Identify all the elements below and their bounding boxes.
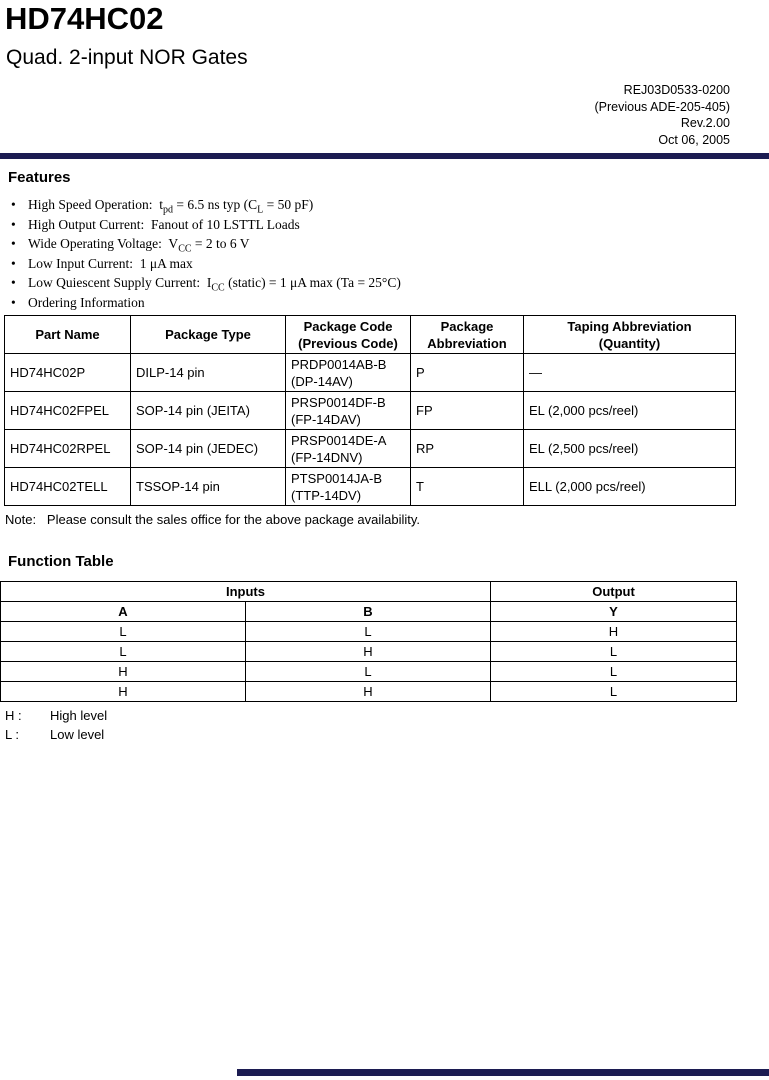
output-group-header: Output <box>491 582 737 602</box>
page-title: HD74HC02 <box>5 1 164 36</box>
legend-row <box>5 726 769 745</box>
ordering-cell: PRDP0014AB-B (DP-14AV) <box>286 354 411 392</box>
ordering-cell: T <box>411 468 524 506</box>
footer-rule <box>237 1069 769 1076</box>
ordering-cell: PRSP0014DF-B (FP-14DAV) <box>286 392 411 430</box>
fn-row <box>1 682 737 702</box>
ordering-cell: PRSP0014DE-A (FP-14DNV) <box>286 430 411 468</box>
legend-row <box>5 707 769 726</box>
feature-item: • Wide Operating Voltage: $V_{CC} = 2$ to 6 V <box>0 234 769 254</box>
fn-cell: L <box>246 622 491 642</box>
ordering-cell: HD74HC02P <box>5 354 131 392</box>
legend-key: L : <box>5 726 19 742</box>
doc-info <box>0 82 769 148</box>
function-table-heading: Function Table <box>8 553 114 570</box>
legend-label: High level <box>50 708 108 723</box>
availability-note: Note: Please consult the sales office for the above package availability. <box>5 512 421 527</box>
fn-cell: L <box>491 682 737 702</box>
legend-key: H : <box>5 708 22 723</box>
fn-row <box>1 642 737 662</box>
doc-info-line: REJ03D0533-0200 <box>623 83 730 97</box>
ordering-cell: RP <box>411 430 524 468</box>
ordering-header-row <box>5 316 736 354</box>
fn-cell: L <box>246 662 491 682</box>
legend <box>5 707 769 744</box>
feature-item: • Low Input Current: 1 μA max <box>0 254 769 274</box>
ordering-header-cell: Package Abbreviation <box>411 316 524 354</box>
fn-col-header: Y <box>491 602 737 622</box>
ordering-body <box>5 354 736 506</box>
fn-row <box>1 622 737 642</box>
header-rule <box>0 153 769 159</box>
fn-cell: H <box>246 682 491 702</box>
fn-col-row <box>1 602 737 622</box>
fn-body <box>1 622 737 702</box>
fn-cell: H <box>1 662 246 682</box>
ordering-cell: SOP-14 pin (JEDEC) <box>131 430 286 468</box>
ordering-cell: HD74HC02RPEL <box>5 430 131 468</box>
ordering-cell: SOP-14 pin (JEITA) <box>131 392 286 430</box>
feature-item: • Ordering Information <box>0 293 769 313</box>
feature-item: • High Output Current: Fanout of 10 LSTTL Loads <box>0 215 769 235</box>
fn-cell: H <box>1 682 246 702</box>
feature-item: • High Speed Operation: $t_{pd} = 6.5$ ns typ ($C_L = 50$ pF) <box>0 195 769 215</box>
fn-cell: H <box>246 642 491 662</box>
doc-info-line: Rev.2.00 <box>680 116 730 130</box>
ordering-cell: HD74HC02TELL <box>5 468 131 506</box>
ordering-row <box>5 430 736 468</box>
feature-item: • Low Quiescent Supply Current: $I_{CC}$ (static) = 1 μA max (Ta = 25°C) <box>0 273 769 293</box>
features-list <box>0 195 769 312</box>
features-heading: Features <box>8 169 71 186</box>
fn-cell: L <box>491 642 737 662</box>
legend-label: Low level <box>50 726 105 742</box>
ordering-cell: — <box>524 354 736 392</box>
page-subtitle: Quad. 2-input NOR Gates <box>6 46 248 69</box>
ordering-cell: FP <box>411 392 524 430</box>
ordering-cell: PTSP0014JA-B (TTP-14DV) <box>286 468 411 506</box>
fn-cell: L <box>491 662 737 682</box>
ordering-header-cell: Part Name <box>5 316 131 354</box>
inputs-group-header: Inputs <box>1 582 491 602</box>
ordering-cell: DILP-14 pin <box>131 354 286 392</box>
doc-info-line: (Previous ADE-205-405) <box>594 99 730 114</box>
fn-cell: L <box>1 622 246 642</box>
function-table <box>0 581 737 702</box>
ordering-header-cell: Package Type <box>131 316 286 354</box>
ordering-row <box>5 354 736 392</box>
fn-cell: H <box>491 622 737 642</box>
ordering-cell: ELL (2,000 pcs/reel) <box>524 468 736 506</box>
fn-col-header: A <box>1 602 246 622</box>
ordering-cell: EL (2,500 pcs/reel) <box>524 430 736 468</box>
fn-group-row <box>1 582 737 602</box>
fn-row <box>1 662 737 682</box>
ordering-cell: HD74HC02FPEL <box>5 392 131 430</box>
ordering-cell: EL (2,000 pcs/reel) <box>524 392 736 430</box>
fn-cell: L <box>1 642 246 662</box>
ordering-row <box>5 468 736 506</box>
ordering-table <box>4 315 736 506</box>
ordering-header-cell: Package Code (Previous Code) <box>286 316 411 354</box>
doc-info-line: Oct 06, 2005 <box>658 132 730 147</box>
fn-col-header: B <box>246 602 491 622</box>
ordering-header-cell: Taping Abbreviation (Quantity) <box>524 316 736 354</box>
ordering-cell: TSSOP-14 pin <box>131 468 286 506</box>
ordering-cell: P <box>411 354 524 392</box>
ordering-row <box>5 392 736 430</box>
